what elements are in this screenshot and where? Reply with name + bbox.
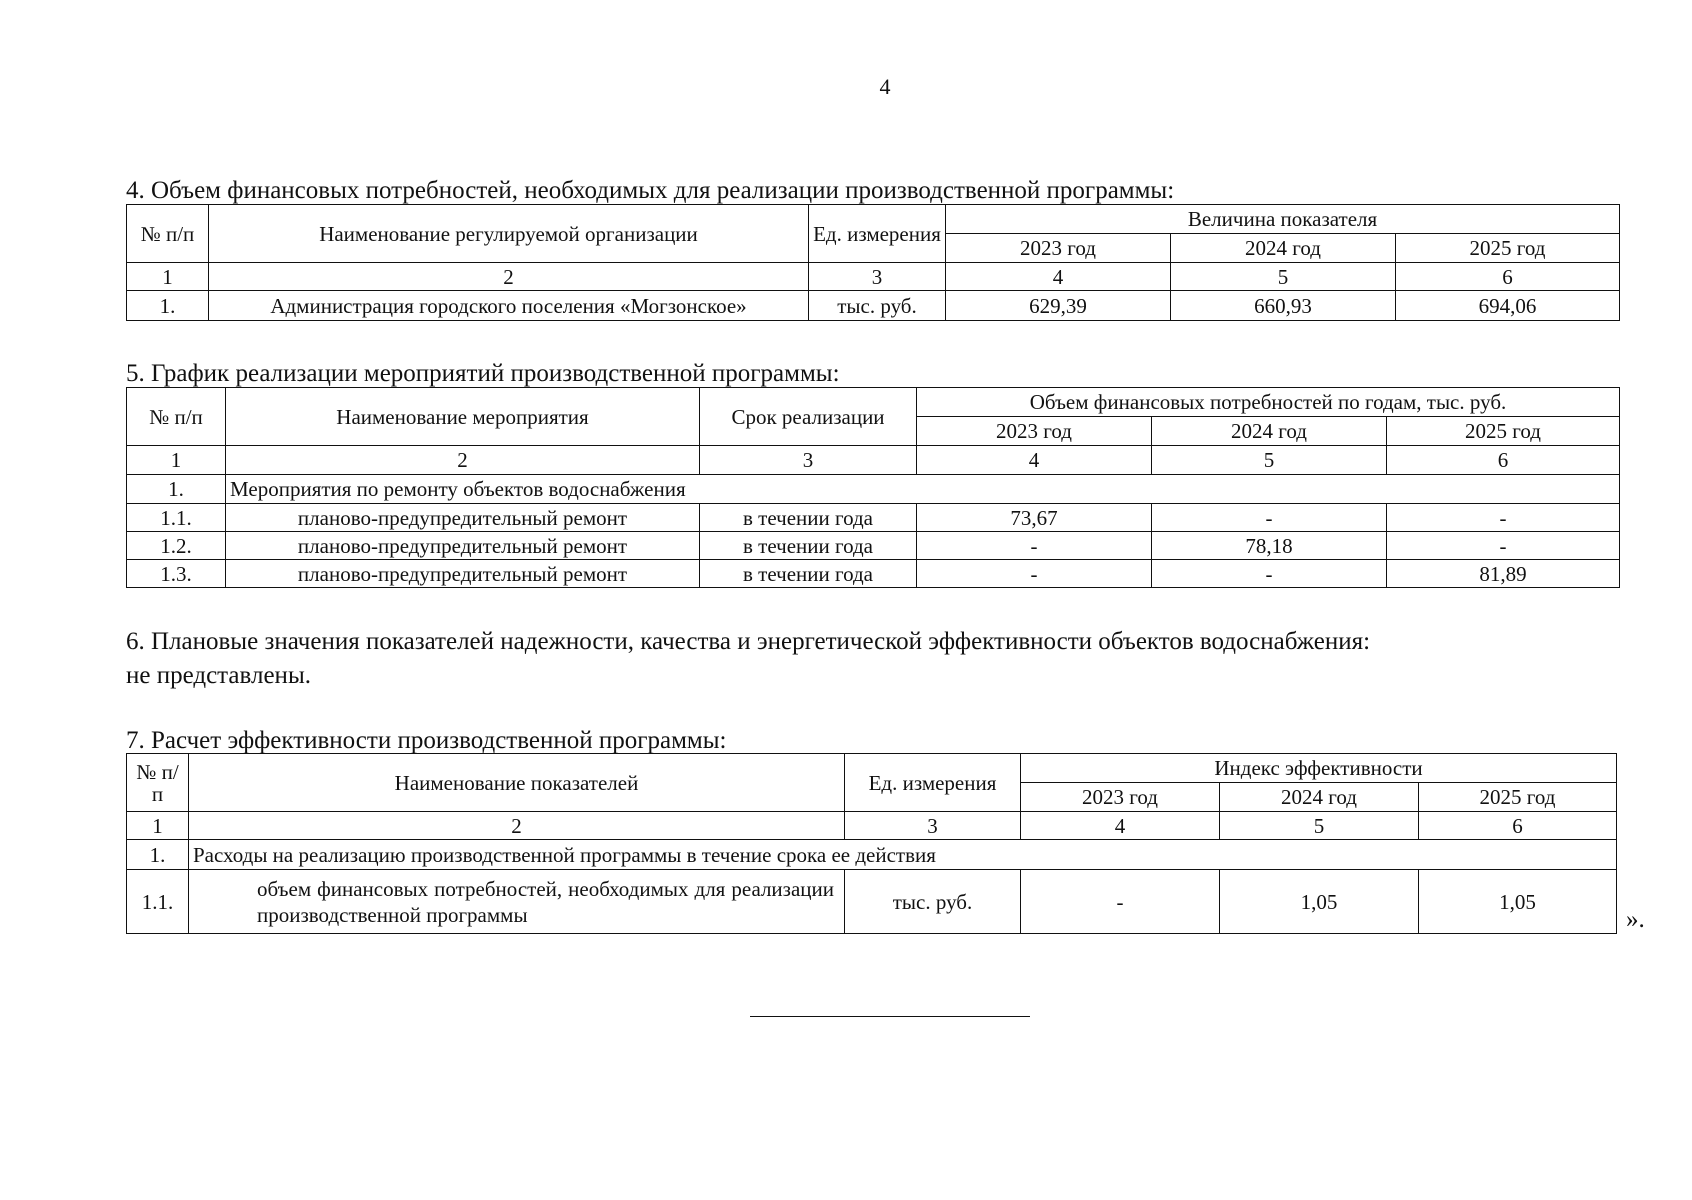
table-row: [127, 291, 1620, 321]
group-row: [127, 840, 1617, 870]
column-number: 1: [127, 812, 189, 840]
column-number: 3: [700, 446, 917, 475]
unit: тыс. руб.: [845, 870, 1021, 934]
page-number: 4: [879, 74, 891, 99]
term: в течении года: [700, 504, 917, 532]
column-number: 5: [1220, 812, 1419, 840]
row-number: 1.1.: [127, 504, 226, 532]
closing-quote: ».: [1626, 906, 1645, 933]
column-number: 5: [1171, 263, 1396, 291]
value-2023: -: [917, 532, 1152, 560]
header-year: 2023 год: [917, 417, 1152, 446]
header-organization: Наименование регулируемой организации: [209, 205, 809, 263]
column-number: 2: [189, 812, 845, 840]
term: в течении года: [700, 532, 917, 560]
efficiency-table: [126, 753, 1617, 934]
header-year: 2024 год: [1220, 783, 1419, 812]
value-2025: -: [1387, 504, 1620, 532]
header-year: 2025 год: [1396, 234, 1620, 263]
header-year: 2025 год: [1419, 783, 1617, 812]
column-number: 5: [1152, 446, 1387, 475]
value-2025: 694,06: [1396, 291, 1620, 321]
value-2024: -: [1152, 560, 1387, 588]
activity-name: планово-предупредительный ремонт: [226, 504, 700, 532]
header-efficiency-index: Индекс эффективности: [1021, 754, 1617, 783]
header-unit: Ед. измерения: [845, 754, 1021, 812]
section-7-heading: 7. Расчет эффективности производственной программы:: [126, 727, 727, 754]
column-number: 4: [917, 446, 1152, 475]
row-number: 1.: [127, 291, 209, 321]
column-number: 2: [226, 446, 700, 475]
row-number: 1.2.: [127, 532, 226, 560]
table-row: [127, 870, 1617, 934]
column-number: 2: [209, 263, 809, 291]
column-number: 4: [1021, 812, 1220, 840]
header-year: 2023 год: [1021, 783, 1220, 812]
activity-name: планово-предупредительный ремонт: [226, 532, 700, 560]
column-number: 6: [1419, 812, 1617, 840]
header-volume: Объем финансовых потребностей по годам, тыс. руб.: [917, 388, 1620, 417]
header-term: Срок реализации: [700, 388, 917, 446]
header-year: 2025 год: [1387, 417, 1620, 446]
group-name: Расходы на реализацию производственной программы в течение срока ее действия: [189, 840, 1617, 870]
header-number: № п/п: [127, 388, 226, 446]
organization-name: Администрация городского поселения «Могзонское»: [209, 291, 809, 321]
header-value: Величина показателя: [946, 205, 1620, 234]
value-2023: -: [917, 560, 1152, 588]
value-2024: 78,18: [1152, 532, 1387, 560]
value-2024: 1,05: [1220, 870, 1419, 934]
indicator-name: объем финансовых потребностей, необходимых для реализации производственной программы: [189, 870, 845, 934]
schedule-table: [126, 387, 1620, 588]
value-2025: 1,05: [1419, 870, 1617, 934]
column-number: 3: [809, 263, 946, 291]
section-4-heading: 4. Объем финансовых потребностей, необходимых для реализации производственной программы:: [126, 177, 1175, 204]
term: в течении года: [700, 560, 917, 588]
unit: тыс. руб.: [809, 291, 946, 321]
value-2024: 660,93: [1171, 291, 1396, 321]
header-year: 2023 год: [946, 234, 1171, 263]
value-2024: -: [1152, 504, 1387, 532]
table-row: [127, 532, 1620, 560]
row-number: 1.3.: [127, 560, 226, 588]
value-2023: 73,67: [917, 504, 1152, 532]
value-2025: 81,89: [1387, 560, 1620, 588]
header-number: № п/п: [127, 754, 189, 812]
header-year: 2024 год: [1171, 234, 1396, 263]
header-indicator: Наименование показателей: [189, 754, 845, 812]
column-number: 3: [845, 812, 1021, 840]
financial-needs-table: [126, 204, 1620, 321]
section-6-line-2: не представлены.: [126, 662, 311, 689]
row-number: 1.1.: [127, 870, 189, 934]
group-number: 1.: [127, 475, 226, 504]
section-6-line-1: 6. Плановые значения показателей надежности, качества и энергетической эффективности объектов водоснабжения:: [126, 628, 1371, 655]
group-number: 1.: [127, 840, 189, 870]
value-2025: -: [1387, 532, 1620, 560]
header-activity: Наименование мероприятия: [226, 388, 700, 446]
table-row: [127, 504, 1620, 532]
value-2023: -: [1021, 870, 1220, 934]
table-row: [127, 560, 1620, 588]
header-unit: Ед. измерения: [809, 205, 946, 263]
group-name: Мероприятия по ремонту объектов водоснабжения: [226, 475, 1620, 504]
section-5-heading: 5. График реализации мероприятий производственной программы:: [126, 360, 840, 387]
column-number: 1: [127, 446, 226, 475]
column-number: 6: [1387, 446, 1620, 475]
group-row: [127, 475, 1620, 504]
end-rule: [750, 1016, 1030, 1017]
column-number: 1: [127, 263, 209, 291]
value-2023: 629,39: [946, 291, 1171, 321]
column-number: 6: [1396, 263, 1620, 291]
column-number: 4: [946, 263, 1171, 291]
activity-name: планово-предупредительный ремонт: [226, 560, 700, 588]
header-number: № п/п: [127, 205, 209, 263]
header-year: 2024 год: [1152, 417, 1387, 446]
